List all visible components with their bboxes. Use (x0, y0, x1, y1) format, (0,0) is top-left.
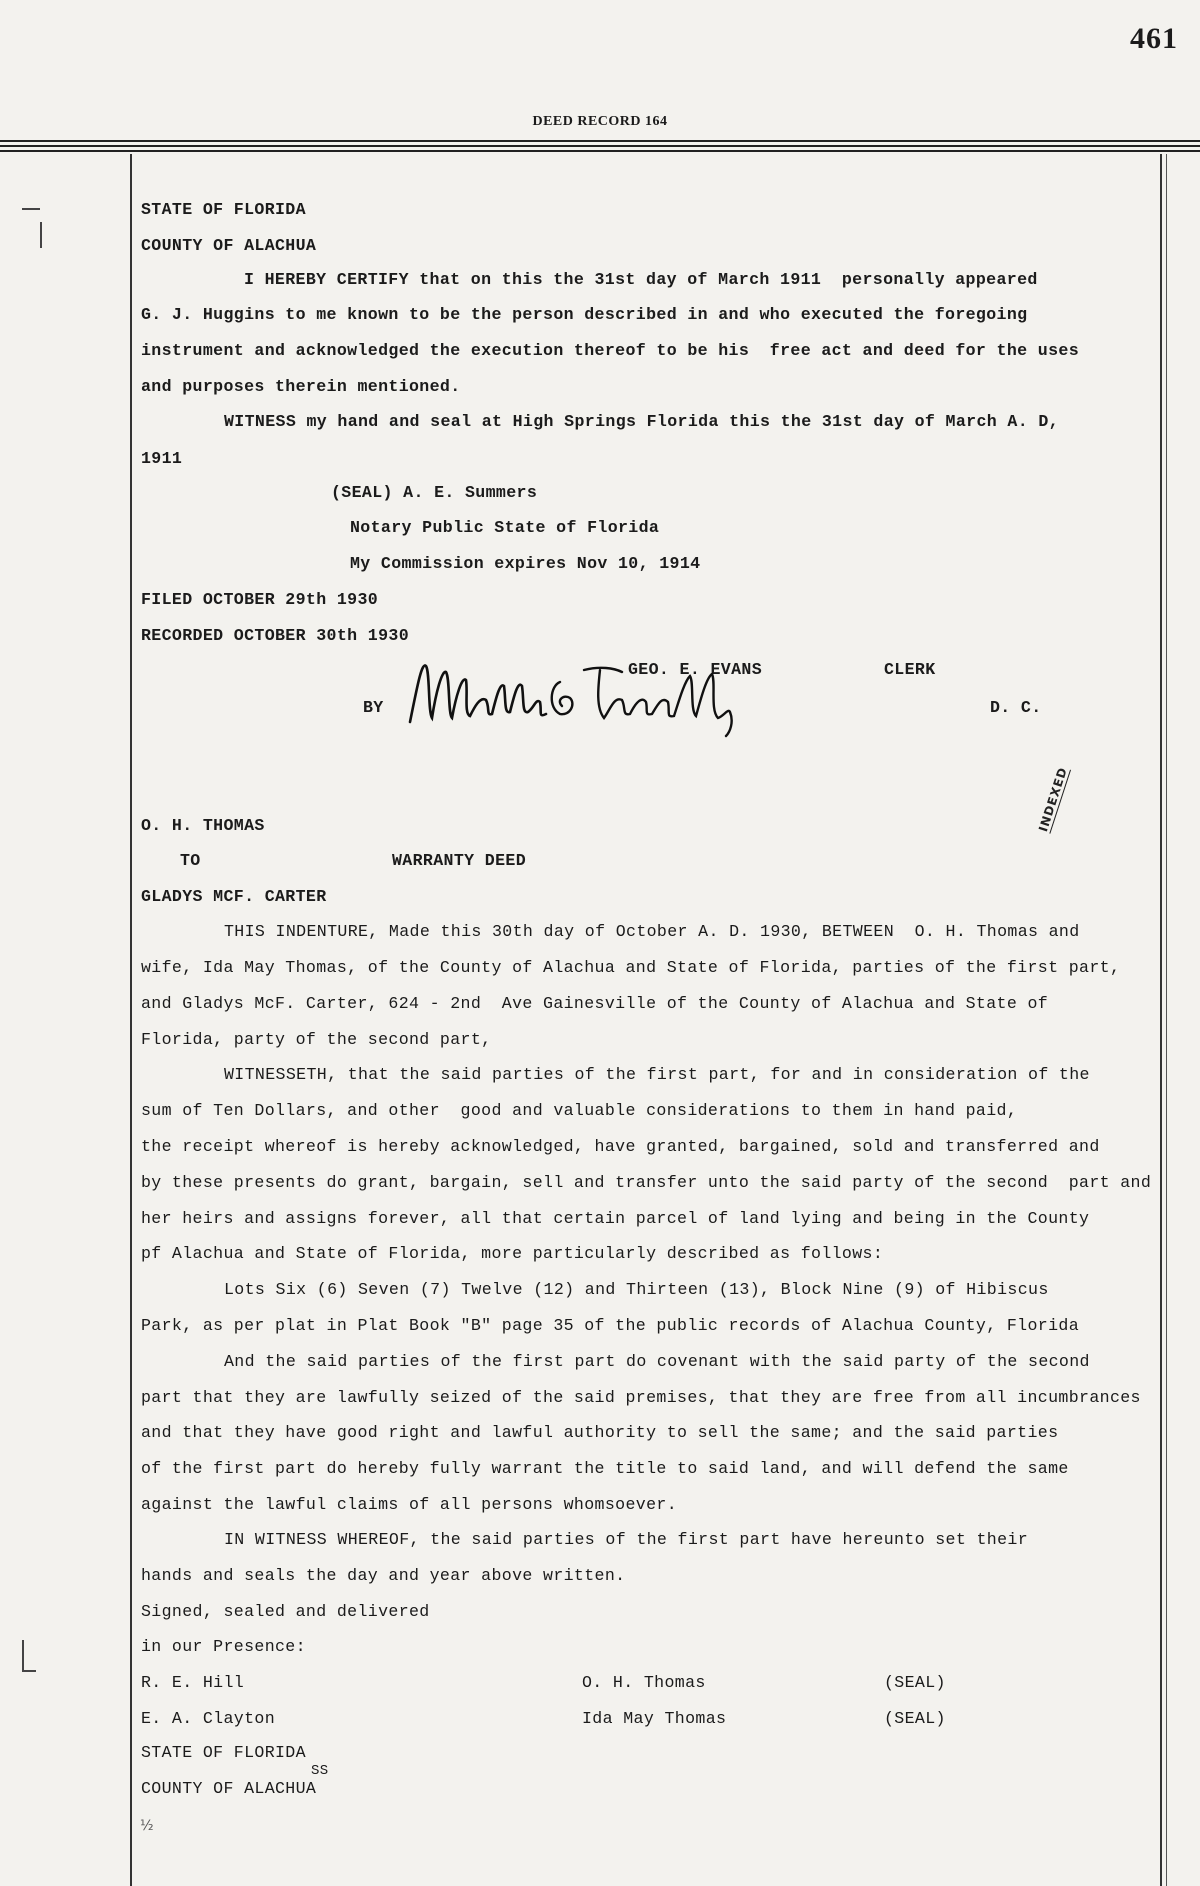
certificate-line: I HEREBY CERTIFY that on this the 31st day of March 1911 personally appeared (244, 270, 1038, 289)
margin-mark (40, 222, 42, 248)
to-heading: TO (180, 851, 201, 870)
deed-body-line: of the first part do hereby fully warrant the title to said land, and will defend the same (141, 1459, 1069, 1478)
page-number: 461 (1130, 22, 1178, 55)
deed-body-line: Florida, party of the second part, (141, 1030, 492, 1049)
deed-body-line: THIS INDENTURE, Made this 30th day of October A. D. 1930, BETWEEN O. H. Thomas and (224, 922, 1080, 941)
deed-body-line: and that they have good right and lawful authority to sell the same; and the said parties (141, 1423, 1059, 1442)
deputy-clerk-label: D. C. (990, 698, 1042, 717)
legal-description-line: Park, as per plat in Plat Book "B" page 35 of the public records of Alachua County, Florida (141, 1316, 1080, 1335)
frame-left-rule (130, 154, 132, 1886)
deed-body-line: WITNESSETH, that the said parties of the first part, for and in consideration of the (224, 1065, 1090, 1084)
book-title: DEED RECORD 164 (532, 114, 668, 129)
state-heading: STATE OF FLORIDA (141, 200, 306, 219)
deed-body-line: sum of Ten Dollars, and other good and valuable considerations to them in hand paid, (141, 1101, 1018, 1120)
deed-type: WARRANTY DEED (392, 851, 527, 870)
margin-mark (22, 208, 40, 210)
county-heading: COUNTY OF ALACHUA (141, 1779, 317, 1798)
seal-label: (SEAL) (884, 1673, 946, 1692)
county-heading: COUNTY OF ALACHUA (141, 236, 317, 255)
deputy-clerk-signature (400, 652, 780, 744)
by-label: BY (363, 698, 384, 717)
indexed-stamp: INDEXED (1036, 765, 1071, 834)
ss-label: SS (311, 1763, 329, 1779)
deed-body-line: her heirs and assigns forever, all that certain parcel of land lying and being in the County (141, 1209, 1090, 1228)
deed-body-line: pf Alachua and State of Florida, more particularly described as follows: (141, 1244, 884, 1263)
certificate-line: instrument and acknowledged the execution thereof to be his free act and deed for the uses (141, 341, 1080, 360)
seal-label: (SEAL) (884, 1709, 946, 1728)
deed-body-line: by these presents do grant, bargain, sell and transfer unto the said party of the second part and (141, 1173, 1152, 1192)
deed-body-line: part that they are lawfully seized of the said premises, that they are free from all incumbrances (141, 1388, 1141, 1407)
deed-body-line: hands and seals the day and year above written. (141, 1566, 626, 1585)
deed-body-line: wife, Ida May Thomas, of the County of Alachua and State of Florida, parties of the first part, (141, 958, 1121, 977)
margin-scrawl: ½ (140, 1818, 154, 1834)
deed-body-line: in our Presence: (141, 1637, 306, 1656)
header-rule (0, 140, 1200, 155)
witness-name: E. A. Clayton (141, 1709, 276, 1728)
clerk-title: CLERK (884, 660, 936, 679)
deed-body-line: the receipt whereof is hereby acknowledged, have granted, bargained, sold and transferred and (141, 1137, 1100, 1156)
frame-right-rule-inner (1166, 154, 1167, 1886)
notary-commission: My Commission expires Nov 10, 1914 (350, 554, 701, 573)
certificate-line: and purposes therein mentioned. (141, 377, 461, 396)
notary-title: Notary Public State of Florida (350, 518, 660, 537)
certificate-line: G. J. Huggins to me known to be the person described in and who executed the foregoing (141, 305, 1028, 324)
deed-body-line: and Gladys McF. Carter, 624 - 2nd Ave Gainesville of the County of Alachua and State of (141, 994, 1049, 1013)
deed-body-line: IN WITNESS WHEREOF, the said parties of the first part have hereunto set their (224, 1530, 1029, 1549)
certificate-line: WITNESS my hand and seal at High Springs Florida this the 31st day of March A. D, (224, 412, 1059, 431)
witness-name: R. E. Hill (141, 1673, 245, 1692)
deed-body-line: Signed, sealed and delivered (141, 1602, 430, 1621)
state-heading: STATE OF FLORIDA (141, 1743, 306, 1762)
signer-name: O. H. Thomas (582, 1673, 706, 1692)
recorded-date: RECORDED OCTOBER 30th 1930 (141, 626, 410, 645)
certificate-line: 1911 (141, 449, 183, 468)
deed-body-line: against the lawful claims of all persons whomsoever. (141, 1495, 678, 1514)
deed-body-line: And the said parties of the first part do covenant with the said party of the second (224, 1352, 1090, 1371)
margin-mark (22, 1640, 24, 1670)
legal-description-line: Lots Six (6) Seven (7) Twelve (12) and Thirteen (13), Block Nine (9) of Hibiscus (224, 1280, 1049, 1299)
notary-seal-line: (SEAL) A. E. Summers (331, 483, 538, 502)
margin-mark (22, 1670, 36, 1672)
grantee-heading: GLADYS MCF. CARTER (141, 887, 327, 906)
filed-date: FILED OCTOBER 29th 1930 (141, 590, 379, 609)
signer-name: Ida May Thomas (582, 1709, 727, 1728)
grantor-heading: O. H. THOMAS (141, 816, 265, 835)
clerk-name: GEO. E. EVANS (628, 660, 763, 679)
frame-right-rule (1160, 154, 1162, 1886)
